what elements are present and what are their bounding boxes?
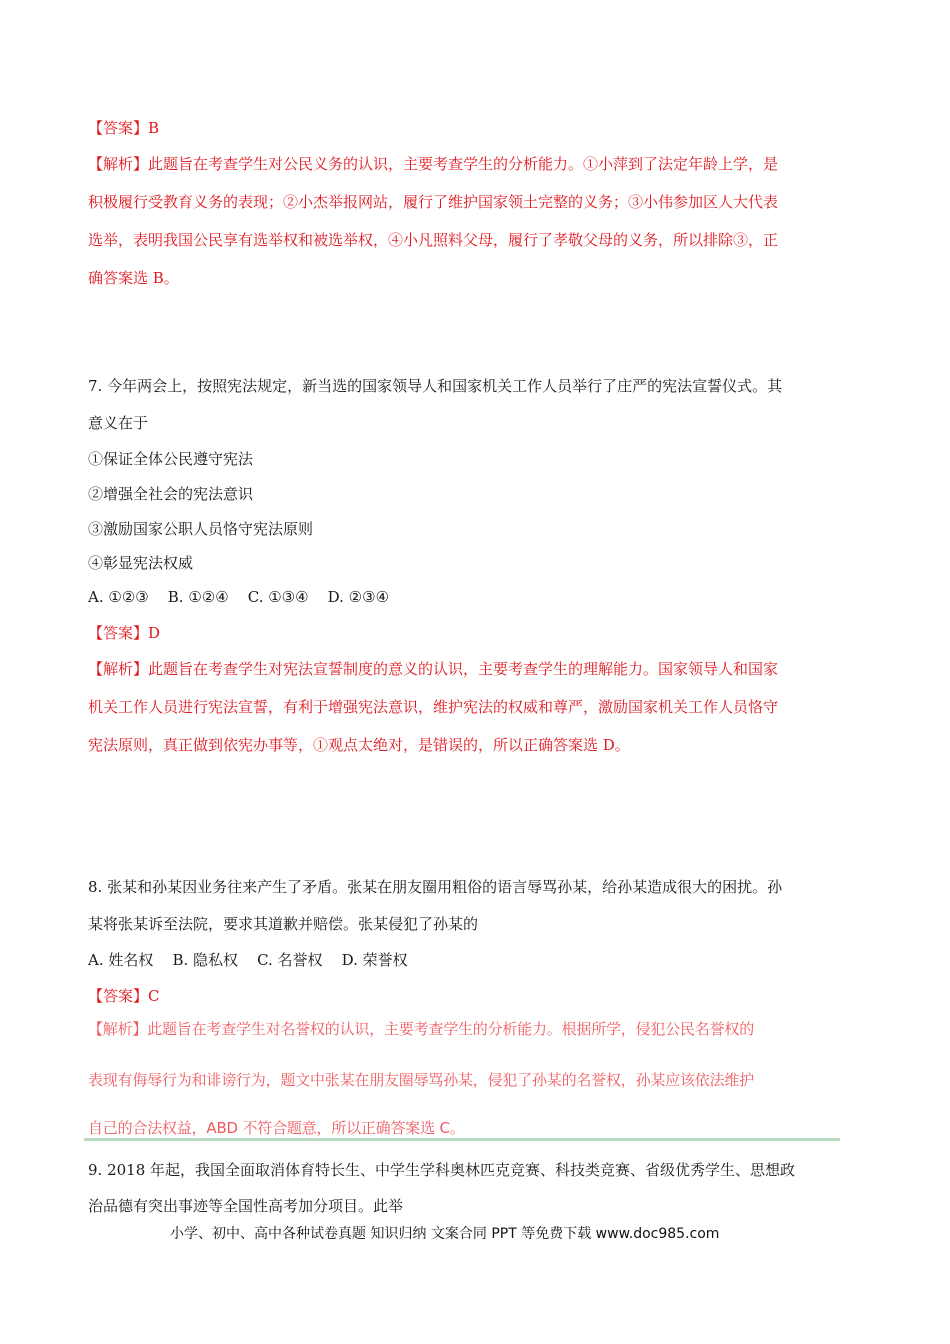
q7-stem-line-2: 意义在于 — [88, 414, 149, 432]
q8-analysis-line-3: 自己的合法权益，ABD 不符合题意，所以正确答案选 C。 — [88, 1119, 465, 1137]
q7-item-4: ④彰显宪法权威 — [88, 554, 194, 572]
q9-stem-line-2: 治品德有突出事迹等全国性高考加分项目。此举 — [88, 1197, 404, 1215]
q7-analysis-line-3: 宪法原则，真正做到依宪办事等，①观点太绝对，是错误的，所以正确答案选 D。 — [88, 736, 630, 754]
q8-options: A. 姓名权 B. 隐私权 C. 名誉权 D. 荣誉权 — [88, 951, 408, 969]
page-footer: 小学、初中、高中各种试卷真题 知识归纳 文案合同 PPT 等免费下载 www.doc985.com — [170, 1226, 720, 1242]
q7-analysis-line-2: 机关工作人员进行宪法宣誓，有利于增强宪法意识，维护宪法的权威和尊严，激励国家机关工作人员恪守 — [88, 698, 779, 716]
q8-stem-line-1: 8. 张某和孙某因业务往来产生了矛盾。张某在朋友圈用粗俗的语言辱骂孙某，给孙某造成很大的困扰。孙 — [88, 878, 783, 896]
q6-analysis-line-1: 【解析】此题旨在考查学生对公民义务的认识，主要考查学生的分析能力。①小萍到了法定年龄上学，是 — [88, 155, 779, 173]
q8-stem-line-2: 某将张某诉至法院，要求其道歉并赔偿。张某侵犯了孙某的 — [88, 915, 479, 933]
q6-analysis-line-3: 选举，表明我国公民享有选举权和被选举权，④小凡照料父母，履行了孝敬父母的义务，所以排除③，正 — [88, 231, 779, 249]
q6-analysis-line-4: 确答案选 B。 — [88, 269, 179, 287]
q8-analysis-line-1: 【解析】此题旨在考查学生对名誉权的认识，主要考查学生的分析能力。根据所学，侵犯公民名誉权的 — [88, 1020, 755, 1038]
q7-item-3: ③激励国家公职人员恪守宪法原则 — [88, 520, 314, 538]
q9-stem-line-1: 9. 2018 年起，我国全面取消体育特长生、中学生学科奥林匹克竞赛、科技类竞赛、省级优秀学生、思想政 — [88, 1161, 796, 1179]
q6-answer: 【答案】B — [88, 119, 160, 137]
scan-divider — [84, 1138, 840, 1141]
q7-options: A. ①②③ B. ①②④ C. ①③④ D. ②③④ — [88, 588, 390, 606]
q7-stem-line-1: 7. 今年两会上，按照宪法规定，新当选的国家领导人和国家机关工作人员举行了庄严的宪法宣誓仪式。其 — [88, 377, 783, 395]
q8-analysis-line-2: 表现有侮辱行为和诽谤行为，题文中张某在朋友圈辱骂孙某，侵犯了孙某的名誉权，孙某应该依法维护 — [88, 1071, 755, 1089]
q6-analysis-line-2: 积极履行受教育义务的表现；②小杰举报网站，履行了维护国家领土完整的义务；③小伟参加区人大代表 — [88, 193, 779, 211]
q7-answer: 【答案】D — [88, 624, 161, 642]
q8-answer: 【答案】C — [88, 987, 160, 1005]
q7-analysis-line-1: 【解析】此题旨在考查学生对宪法宣誓制度的意义的认识，主要考查学生的理解能力。国家领导人和国家 — [88, 660, 779, 678]
q7-item-2: ②增强全社会的宪法意识 — [88, 485, 254, 503]
q7-item-1: ①保证全体公民遵守宪法 — [88, 450, 254, 468]
